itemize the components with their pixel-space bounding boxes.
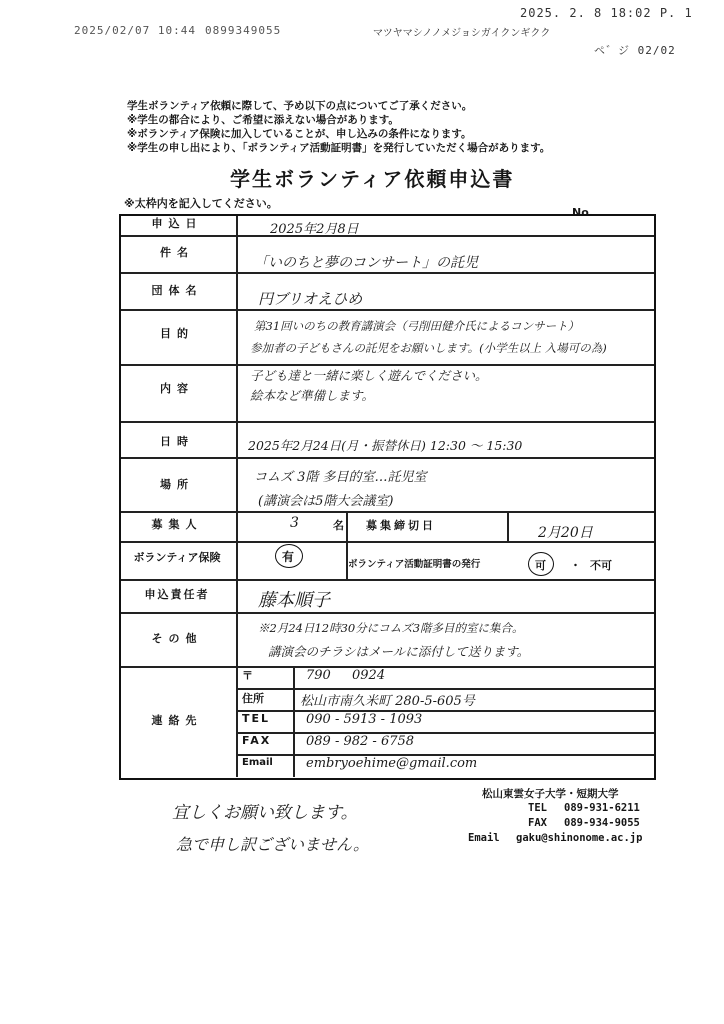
option-certificate-no: 不可: [590, 559, 612, 572]
value-subject: 「いのちと夢のコンサート」の託児: [254, 255, 478, 271]
fax-sent-number: 0899349055: [205, 24, 282, 37]
value-other-line2: 講演会のチラシはメールに添付して送ります。: [268, 644, 530, 659]
option-certificate-yes: 可: [535, 559, 546, 572]
footer-tel-label: TEL: [528, 802, 547, 814]
label-content: 内容: [160, 382, 194, 395]
value-purpose-line1: 第31回いのちの教育講演会（弓削田健介氏によるコンサート）: [254, 319, 580, 333]
label-subject: 件名: [160, 246, 194, 259]
notice-line-1: 学生ボランティア依頼に際して、予め以下の点についてご了承ください。: [127, 100, 473, 112]
label-purpose: 目的: [160, 327, 194, 340]
label-postal: 〒: [242, 669, 253, 682]
label-place: 場所: [160, 478, 194, 491]
fax-page: ペ゛ジ 02/02: [594, 44, 676, 57]
footer-email-label: Email: [468, 832, 500, 844]
footer-university: 松山東雲女子大学・短期大学: [482, 788, 619, 800]
value-purpose-line2: 参加者の子どもさんの託児をお願いします。(小学生以上 入場可の為): [250, 341, 607, 355]
notice-line-3: ※ボランティア保険に加入していることが、申し込みの条件になります。: [127, 128, 472, 140]
value-deadline: 2月20日: [538, 525, 593, 541]
notice-line-4: ※学生の申し出により、「ボランティア活動証明書」を発行していただく場合があります。: [127, 142, 551, 154]
option-separator: ・: [570, 559, 581, 572]
label-organization: 団体名: [151, 284, 203, 297]
label-person: 申込責任者: [144, 588, 210, 601]
label-recruit: 募集人: [151, 518, 203, 531]
label-deadline: 募集締切日: [366, 519, 436, 532]
label-insurance: ボランティア保険: [133, 551, 221, 564]
value-content-line1: 子ども達と一緒に楽しく遊んでください。: [250, 368, 488, 383]
value-recruit-unit: 名: [333, 519, 344, 532]
value-place-line2: (講演会は5階大会議室): [258, 494, 394, 509]
label-email: Email: [242, 757, 273, 768]
form-number-label: No.: [572, 206, 593, 219]
value-place-line1: コムズ 3階 多目的室…託児室: [254, 470, 427, 485]
label-tel: TEL: [242, 712, 271, 725]
footer-tel: 089-931-6211: [564, 802, 640, 814]
footer-email: gaku@shinonome.ac.jp: [516, 832, 643, 844]
footer-fax-label: FAX: [528, 817, 547, 829]
value-email: embryoehime@gmail.com: [306, 756, 478, 771]
label-fax: FAX: [242, 734, 272, 747]
value-organization: 円ブリオえひめ: [258, 290, 363, 308]
notice-line-2: ※学生の都合により、ご希望に添えない場合があります。: [127, 114, 399, 126]
fax-sent-datetime: 2025/02/07 10:44: [74, 24, 196, 37]
fax-receive-datetime: 2025. 2. 8 18:02 P. 1: [520, 6, 693, 20]
value-address: 松山市南久米町 280-5-605号: [300, 694, 475, 709]
value-fax: 089 - 982 - 6758: [306, 734, 415, 749]
value-postal-code1: 790: [306, 668, 331, 683]
value-content-line2: 絵本など準備します。: [250, 388, 375, 403]
label-certificate: ボランティア活動証明書の発行: [348, 559, 481, 570]
form-instruction: ※太枠内を記入してください。: [124, 197, 278, 210]
label-other: その他: [151, 632, 203, 645]
value-datetime: 2025年2月24日(月・振替休日) 12:30 ～ 15:30: [248, 438, 523, 453]
fax-sender-name: マツヤマシノノメジョシガイクンギクク: [373, 28, 551, 39]
value-insurance: 有: [282, 550, 295, 564]
label-datetime: 日時: [160, 435, 194, 448]
handwritten-note-line1: 宜しくお願い致します。: [172, 803, 358, 823]
value-recruit-count: 3: [290, 515, 299, 531]
label-application-date: 申込日: [151, 217, 203, 230]
value-application-date: 2025年2月8日: [270, 222, 359, 237]
value-tel: 090 - 5913 - 1093: [306, 712, 423, 727]
value-postal-code2: 0924: [352, 668, 386, 683]
value-person: 藤本順子: [258, 590, 330, 611]
value-other-line1: ※2月24日12時30分にコムズ3階多目的室に集合。: [258, 621, 524, 635]
form-title: 学生ボランティア依頼申込書: [230, 167, 515, 191]
label-contact: 連絡先: [151, 714, 203, 727]
footer-fax: 089-934-9055: [564, 817, 640, 829]
label-address: 住所: [242, 692, 264, 705]
handwritten-note-line2: 急で申し訳ございません。: [176, 835, 369, 854]
